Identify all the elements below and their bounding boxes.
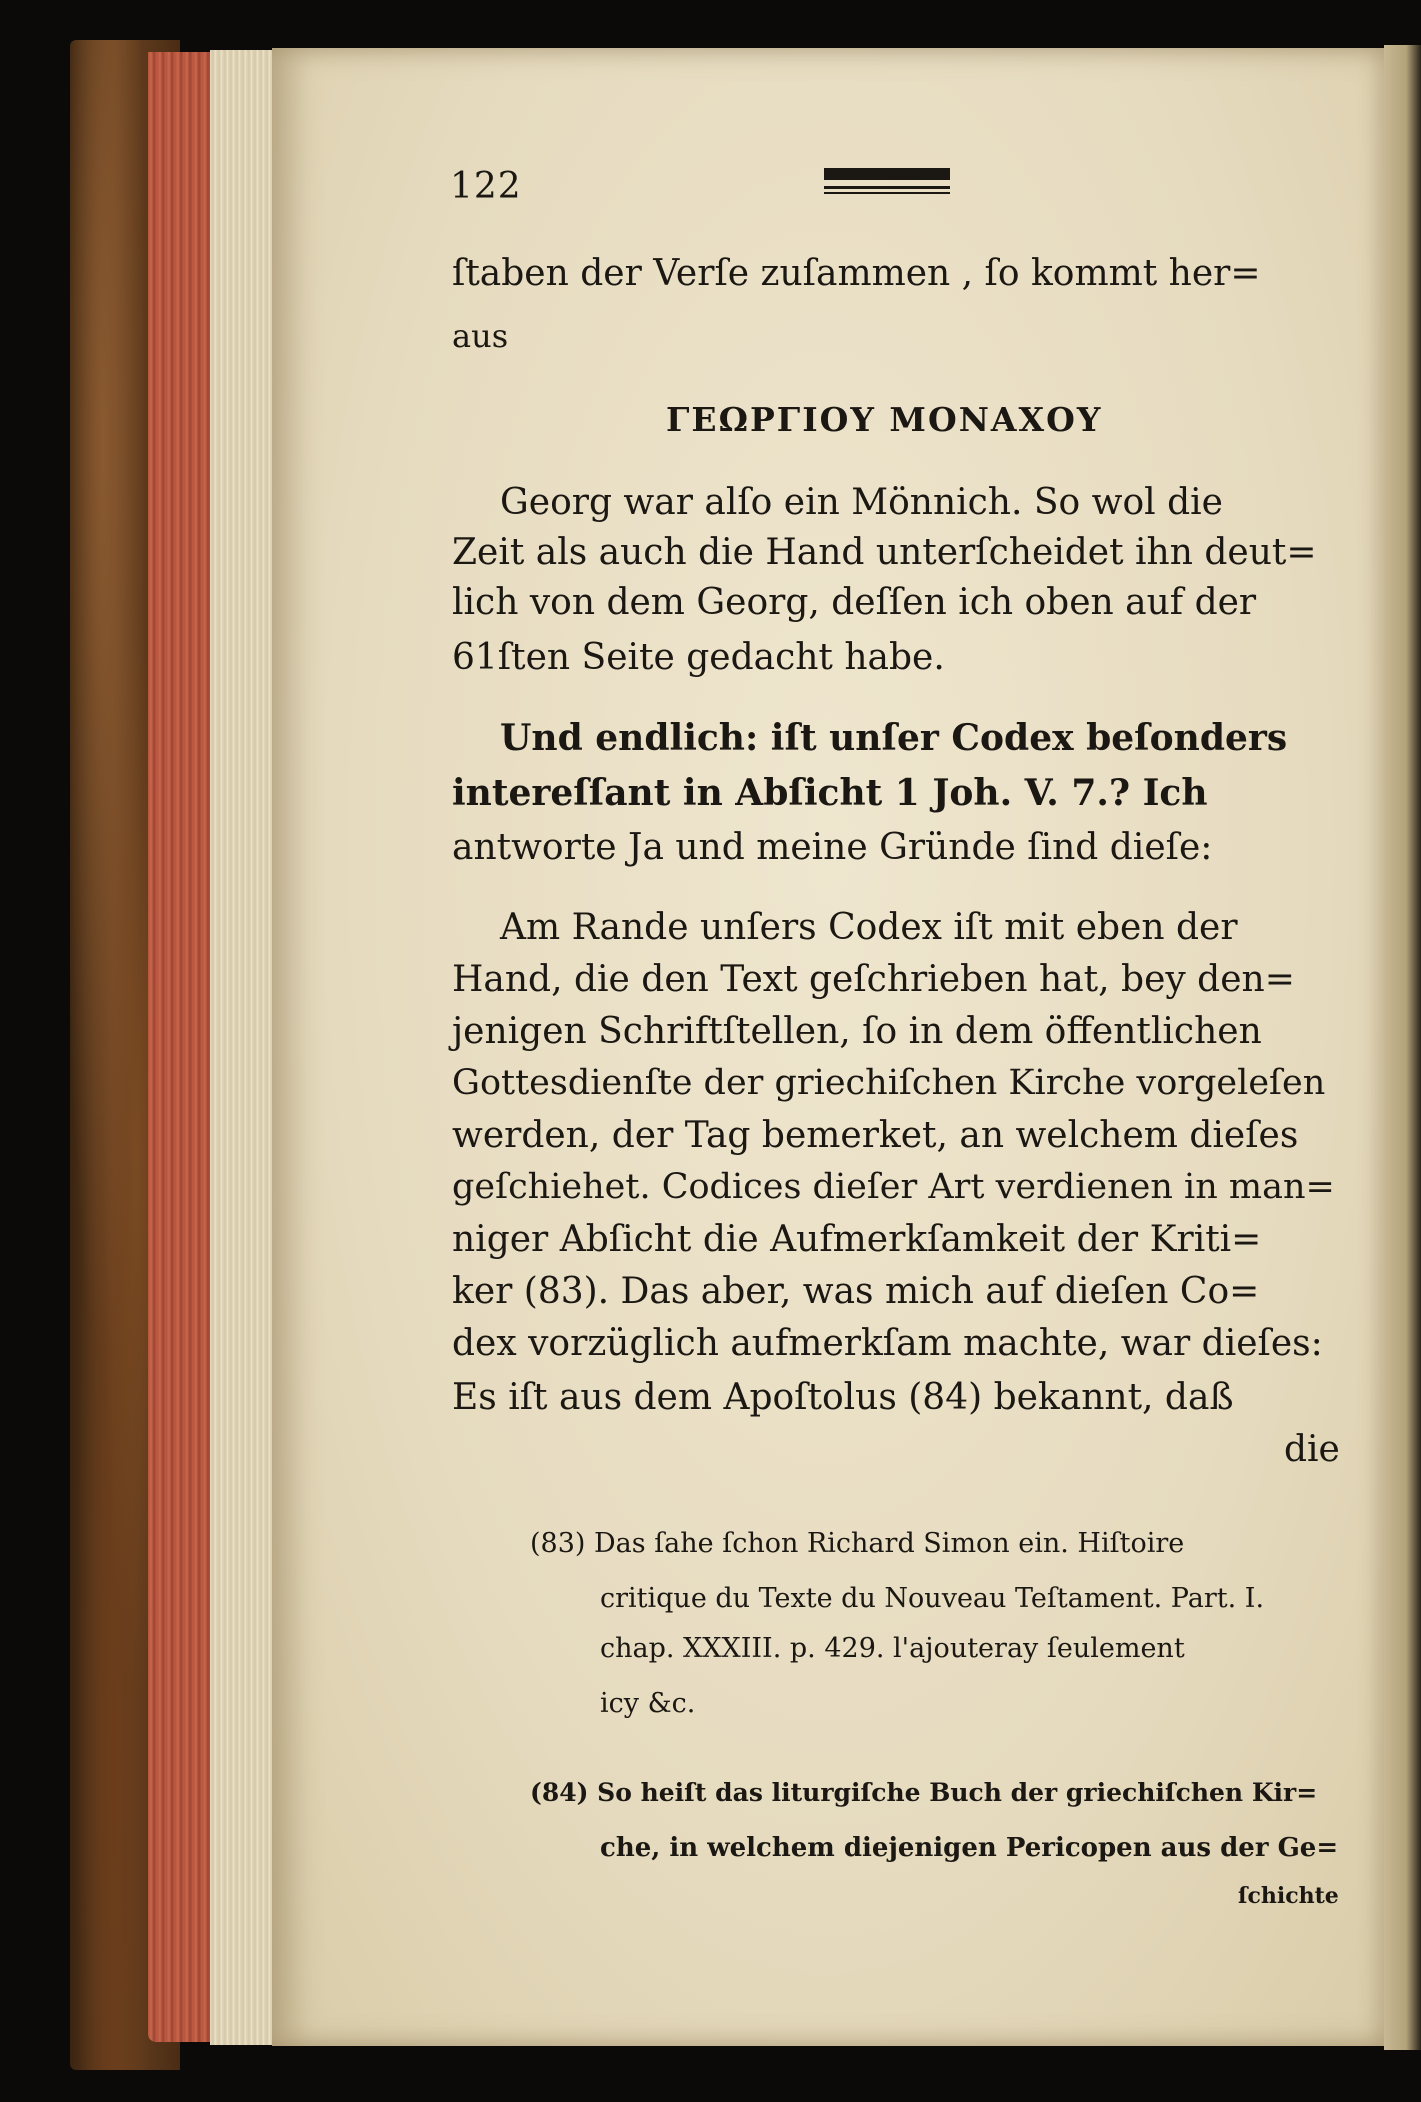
text-line: geſchiehet. Codices dieſer Art verdienen in man=: [452, 1167, 1335, 1207]
text-line: aus: [452, 317, 509, 355]
greek-heading: ΓΕΩΡΓΙΟΥ ΜΟΝΑΧΟΥ: [666, 400, 1103, 439]
facing-page-edge: [1384, 45, 1421, 2050]
text-line: werden, der Tag bemerket, an welchem dieſes: [452, 1115, 1299, 1156]
text-line: Am Rande unſers Codex iſt mit eben der: [500, 907, 1238, 948]
text-line: antworte Ja und meine Gründe ſind dieſe:: [452, 827, 1213, 868]
text-line: lich von dem Georg, deſſen ich oben auf der: [452, 582, 1257, 623]
text-line: ker (83). Das aber, was mich auf dieſen Co=: [452, 1271, 1260, 1312]
text-line: dex vorzüglich aufmerkſam machte, war dieſes:: [452, 1323, 1323, 1364]
footnote-line: icy &c.: [600, 1688, 696, 1719]
footnote-line: ſchichte: [1238, 1883, 1339, 1909]
footnote-line: (83) Das ſahe ſchon Richard Simon ein. Hiſtoire: [530, 1528, 1185, 1559]
text-line: Es iſt aus dem Apoſtolus (84) bekannt, daß: [452, 1377, 1234, 1418]
page-edges-red: [148, 52, 218, 2042]
footnote-line: che, in welchem diejenigen Pericopen aus der Ge=: [600, 1833, 1339, 1863]
text-line: 61ſten Seite gedacht habe.: [452, 637, 945, 678]
text-line: die: [1284, 1429, 1340, 1470]
footnote-line: critique du Texte du Nouveau Teſtament. Part. I.: [600, 1583, 1265, 1614]
text-line: intereſſant in Abſicht 1 Joh. V. 7.? Ich: [452, 772, 1208, 814]
text-line: Georg war alſo ein Mönnich. So wol die: [500, 482, 1223, 523]
text-line: niger Abſicht die Aufmerkſamkeit der Kriti=: [452, 1219, 1262, 1260]
page-number: 122: [450, 166, 522, 207]
text-line: jenigen Schriftſtellen, ſo in dem öffentlichen: [452, 1011, 1262, 1052]
text-line: Gottesdienſte der griechiſchen Kirche vorgeleſen: [452, 1063, 1326, 1103]
text-line: Zeit als auch die Hand unterſcheidet ihn deut=: [452, 532, 1317, 573]
footnote-line: chap. XXXIII. p. 429. l'ajouteray ſeulement: [600, 1633, 1185, 1664]
header-rule: [824, 168, 950, 194]
page-edges: [210, 50, 276, 2045]
text-line: Hand, die den Text geſchrieben hat, bey den=: [452, 959, 1295, 1000]
text-line: ſtaben der Verſe zuſammen , ſo kommt her=: [452, 253, 1261, 294]
footnote-line: (84) So heiſt das liturgiſche Buch der griechiſchen Kir=: [530, 1778, 1318, 1807]
text-line: Und endlich: iſt unſer Codex beſonders: [500, 717, 1288, 759]
